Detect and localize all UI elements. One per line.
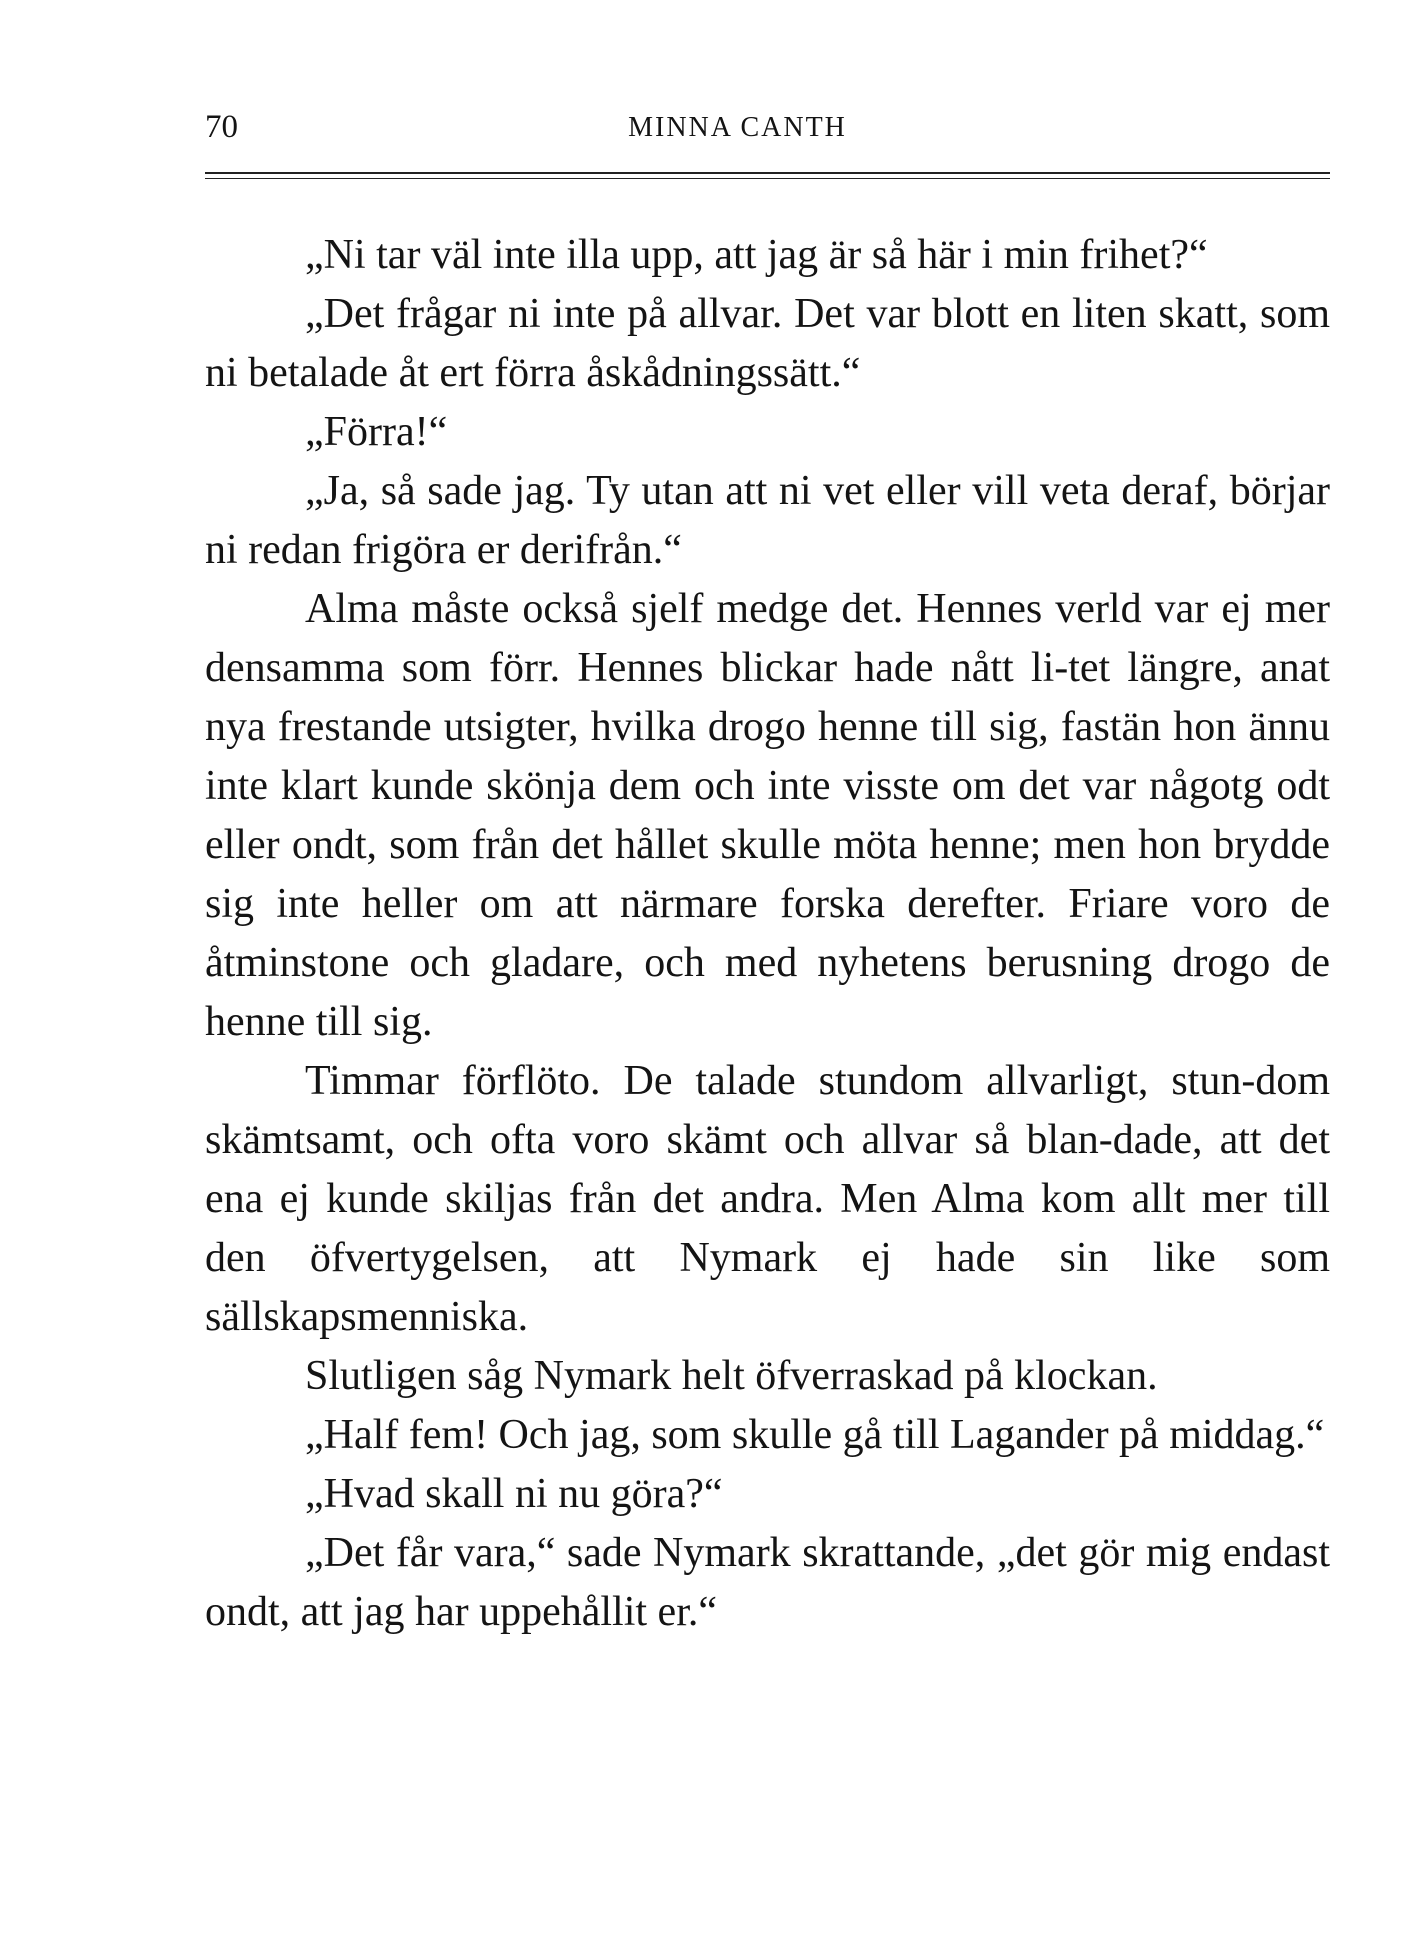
- body-text: [205, 226, 1330, 1642]
- paragraph: „Ni tar väl inte illa upp, att jag är så här i min frihet?“: [305, 232, 1208, 278]
- running-head: MINNA CANTH: [628, 112, 847, 143]
- paragraph: „Förra!“: [305, 409, 448, 455]
- paragraph: Alma måste också sjelf medge det. Hennes verld var ej mer densamma som förr. Hennes blickar hade nått li-tet längre, anat nya frestande utsigter, hvilka drogo henne till sig, fastän hon ännu inte klart kunde skönja dem och inte visste om det var någotg odt eller ondt, som från det hållet skulle möta henne; men hon brydde sig inte heller om att närmare forska derefter. Friare voro de åtminstone och gladare, och med nyhetens berusning drogo de henne till sig.: [205, 586, 1330, 1045]
- paragraph: „Hvad skall ni nu göra?“: [305, 1471, 723, 1517]
- paragraph: „Det frågar ni inte på allvar. Det var blott en liten skatt, som ni betalade åt ert förra åskådningssätt.“: [205, 291, 1330, 396]
- paragraph: Slutligen såg Nymark helt öfverraskad på klockan.: [305, 1353, 1158, 1399]
- paragraph: „Half fem! Och jag, som skulle gå till Lagander på middag.“: [305, 1412, 1325, 1458]
- paragraph: Timmar förflöto. De talade stundom allvarligt, stun-dom skämtsamt, och ofta voro skämt och allvar så blan-dade, att det ena ej kunde skiljas från det andra. Men Alma kom allt mer till den öfvertygelsen, att Nymark ej hade sin like som sällskapsmenniska.: [205, 1058, 1330, 1340]
- paragraph: „Det får vara,“ sade Nymark skrattande, „det gör mig endast ondt, att jag har uppehållit er.“: [205, 1530, 1330, 1635]
- page-header: [205, 105, 1330, 150]
- header-rule: [205, 172, 1330, 179]
- page-number: 70: [205, 109, 238, 145]
- paragraph: „Ja, så sade jag. Ty utan att ni vet eller vill veta deraf, börjar ni redan frigöra er derifrån.“: [205, 468, 1330, 573]
